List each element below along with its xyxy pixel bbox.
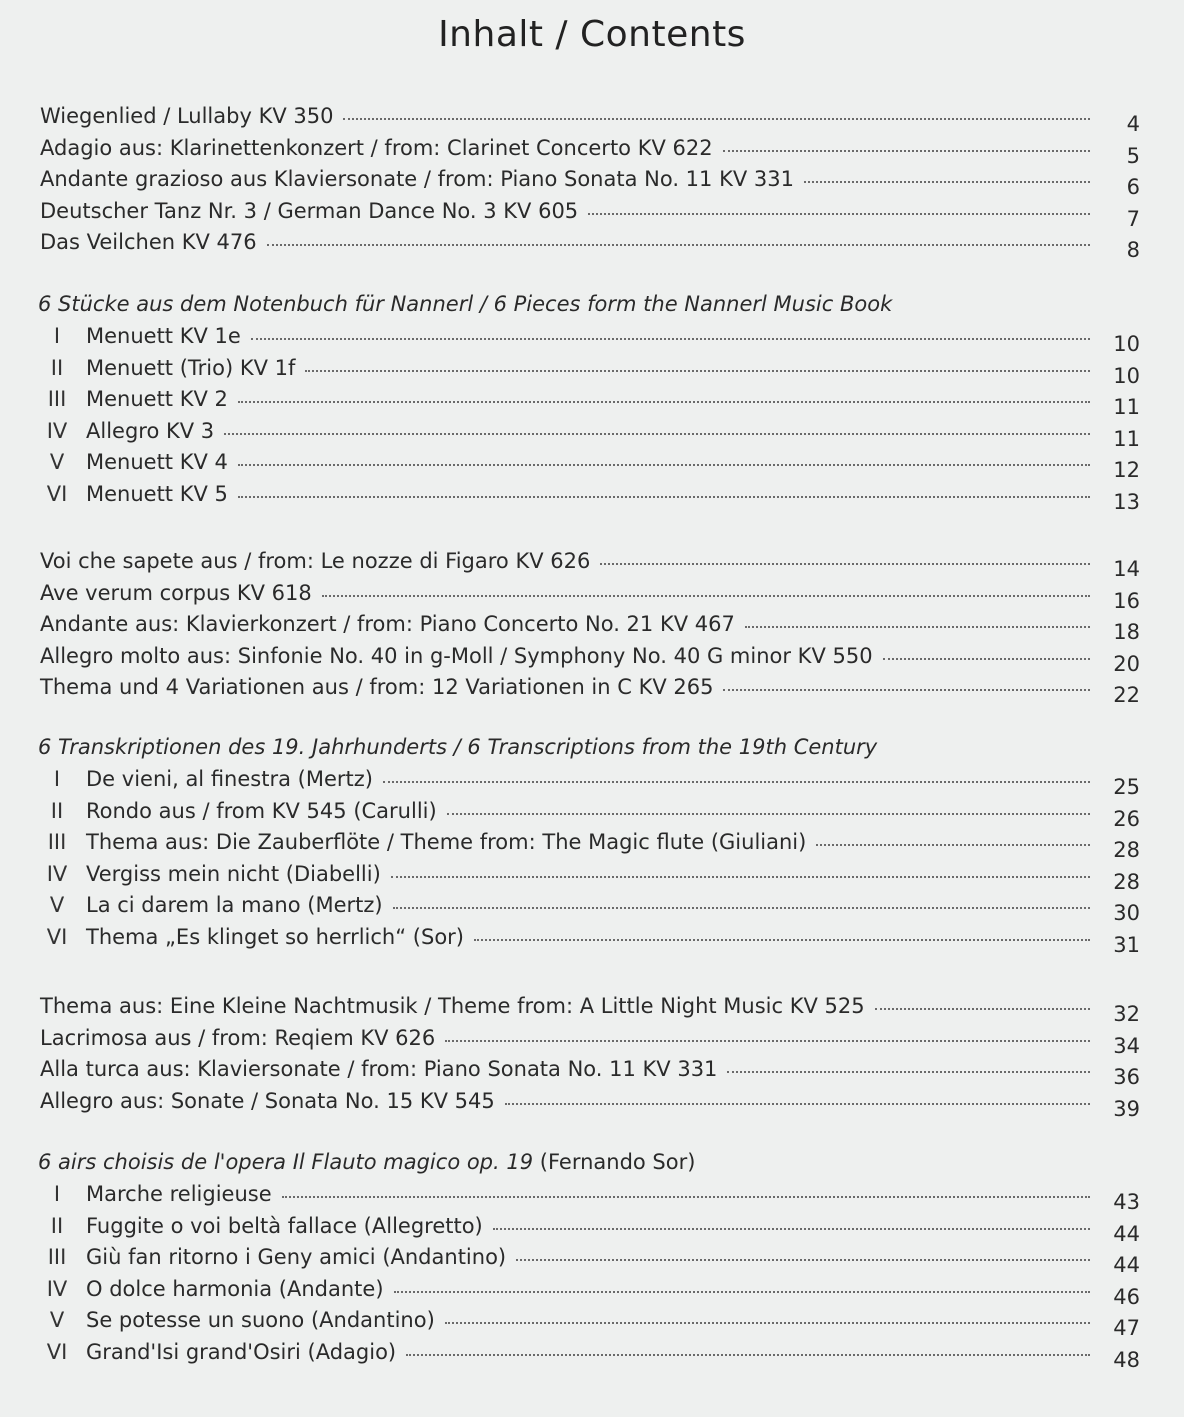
entry-page-number: 8 <box>1126 238 1140 263</box>
entry-page-number: 48 <box>1113 1348 1140 1372</box>
dot-leader <box>883 658 1090 660</box>
entry-page-number: 28 <box>1113 838 1140 863</box>
section-heading <box>38 735 877 759</box>
entry-title: Menuett (Trio) KV 1f <box>86 352 301 384</box>
entry-page-number: 25 <box>1113 775 1140 799</box>
entry-page-number: 47 <box>1113 1316 1140 1341</box>
entry-title: Andante grazioso aus Klaviersonate / from: Piano Sonata No. 11 KV 331 <box>40 163 800 195</box>
toc-entry <box>40 1273 1140 1309</box>
entry-page-number: 30 <box>1113 901 1140 926</box>
dot-leader <box>493 1228 1090 1230</box>
dot-leader <box>804 181 1090 183</box>
entry-page-number: 4 <box>1126 112 1140 136</box>
dot-leader <box>723 150 1090 152</box>
entry-page-number: 14 <box>1113 557 1140 581</box>
entry-page-number: 32 <box>1113 1002 1140 1026</box>
entry-title: Allegro aus: Sonate / Sonata No. 15 KV 545 <box>40 1085 501 1117</box>
entry-title: Allegro molto aus: Sinfonie No. 40 in g-Moll / Symphony No. 40 G minor KV 550 <box>40 640 879 672</box>
toc-entry <box>40 446 1140 483</box>
entry-title: Andante aus: Klavierkonzert / from: Piano Concerto No. 21 KV 467 <box>40 608 741 640</box>
entry-page-number: 11 <box>1113 426 1140 451</box>
toc-entry <box>40 640 1140 676</box>
dot-leader <box>445 1040 1090 1042</box>
entry-title: Wiegenlied / Lullaby KV 350 <box>40 100 339 132</box>
dot-leader <box>474 939 1090 941</box>
entry-number: VI <box>46 482 68 506</box>
dot-leader <box>875 1008 1090 1010</box>
toc-entry <box>40 1304 1140 1341</box>
toc-entry <box>40 858 1140 894</box>
section-heading-suffix: (Fernando Sor) <box>533 1150 696 1174</box>
entry-number: V <box>49 1308 65 1333</box>
entry-page-number: 26 <box>1113 806 1140 831</box>
dot-leader <box>723 689 1090 691</box>
entry-page-number: 36 <box>1113 1065 1140 1090</box>
entry-page-number: 44 <box>1113 1221 1140 1246</box>
toc-entry <box>40 545 1140 581</box>
entry-title: Voi che sapete aus / from: Le nozze di Figaro KV 626 <box>40 545 596 577</box>
entry-title: Allegro KV 3 <box>86 415 220 447</box>
dot-leader <box>305 370 1090 372</box>
dot-leader <box>322 595 1090 597</box>
dot-leader <box>383 781 1090 783</box>
entry-page-number: 28 <box>1113 869 1140 894</box>
dot-leader <box>343 118 1090 120</box>
dot-leader <box>588 213 1090 215</box>
entry-number: I <box>53 1182 61 1206</box>
entry-title: Se potesse un suono (Andantino) <box>86 1304 441 1336</box>
entry-title: Adagio aus: Klarinettenkonzert / from: Clarinet Concerto KV 622 <box>40 132 719 164</box>
toc-entry <box>40 577 1140 613</box>
entry-title: Menuett KV 5 <box>86 478 234 510</box>
entry-title: Rondo aus / from KV 545 (Carulli) <box>86 795 443 827</box>
entry-title: Thema aus: Die Zauberflöte / Theme from: The Magic flute (Giuliani) <box>86 826 812 858</box>
entry-page-number: 39 <box>1113 1096 1140 1121</box>
entry-title: Giù fan ritorno i Geny amici (Andantino) <box>86 1241 512 1273</box>
entry-title: Menuett KV 4 <box>86 446 234 478</box>
entry-page-number: 43 <box>1113 1190 1140 1214</box>
dot-leader <box>600 563 1090 565</box>
entry-title: Ave verum corpus KV 618 <box>40 577 318 609</box>
entry-title: La ci darem la mano (Mertz) <box>86 889 389 921</box>
toc-entry <box>40 478 1140 514</box>
toc-entry <box>40 608 1140 645</box>
toc-entry <box>40 795 1140 831</box>
toc-entry <box>40 921 1140 957</box>
entry-page-number: 46 <box>1113 1284 1140 1309</box>
entry-number: IV <box>46 418 68 443</box>
dot-leader <box>445 1322 1090 1324</box>
entry-title: Menuett KV 1e <box>86 320 247 352</box>
dot-leader <box>447 813 1090 815</box>
entry-title: De vieni, al finestra (Mertz) <box>86 763 379 795</box>
entry-page-number: 31 <box>1113 933 1140 957</box>
entry-page-number: 34 <box>1113 1033 1140 1058</box>
entry-number: IV <box>46 1276 68 1301</box>
toc-entry <box>40 1241 1140 1278</box>
entry-title: Grand'Isi grand'Osiri (Adagio) <box>86 1336 402 1368</box>
entry-page-number: 20 <box>1113 651 1140 676</box>
toc-entry <box>40 320 1140 356</box>
entry-page-number: 18 <box>1113 620 1140 645</box>
entry-title: Thema „Es klinget so herrlich“ (Sor) <box>86 921 470 953</box>
dot-leader <box>391 876 1090 878</box>
section-heading-text: 6 airs choisis de l'opera Il Flauto magico op. 19 <box>38 1150 534 1174</box>
entry-title: Vergiss mein nicht (Diabelli) <box>86 858 387 890</box>
section-heading <box>38 292 892 316</box>
entry-title: Thema und 4 Variationen aus / from: 12 Variationen in C KV 265 <box>40 671 719 703</box>
entry-title: Marche religieuse <box>86 1178 278 1210</box>
dot-leader <box>238 401 1090 403</box>
toc-entry <box>40 671 1140 708</box>
entry-number: II <box>50 798 64 823</box>
entry-number: V <box>49 450 65 475</box>
entry-title: Deutscher Tanz Nr. 3 / German Dance No. 3 KV 605 <box>40 195 584 227</box>
dot-leader <box>727 1071 1090 1073</box>
entry-number: VI <box>46 925 68 949</box>
entry-title: Alla turca aus: Klaviersonate / from: Piano Sonata No. 11 KV 331 <box>40 1053 723 1085</box>
entry-page-number: 11 <box>1113 395 1140 420</box>
entry-title: Thema aus: Eine Kleine Nachtmusik / Theme from: A Little Night Music KV 525 <box>40 990 871 1022</box>
dot-leader <box>516 1259 1090 1261</box>
toc-entry <box>40 826 1140 863</box>
dot-leader <box>282 1196 1090 1198</box>
section-heading <box>38 1150 695 1174</box>
toc-entry <box>40 763 1140 799</box>
toc-entry <box>40 1178 1140 1214</box>
toc-entry <box>40 415 1140 451</box>
entry-number: III <box>47 387 67 412</box>
entry-page-number: 5 <box>1126 143 1140 168</box>
toc-entry <box>40 1085 1140 1121</box>
dot-leader <box>745 626 1090 628</box>
toc-entry <box>40 383 1140 420</box>
entry-number: I <box>53 767 61 791</box>
section-heading-text: 6 Transkriptionen des 19. Jahrhunderts / 6 Transcriptions from the 19th Century <box>38 735 878 759</box>
entry-page-number: 10 <box>1113 363 1140 388</box>
entry-number: V <box>49 893 65 918</box>
dot-leader <box>816 844 1090 846</box>
entry-title: Lacrimosa aus / from: Reqiem KV 626 <box>40 1022 441 1054</box>
entry-title: Fuggite o voi beltà fallace (Allegretto) <box>86 1210 489 1242</box>
toc-entry <box>40 1336 1140 1372</box>
toc-entry <box>40 226 1140 263</box>
dot-leader <box>238 464 1090 466</box>
dot-leader <box>267 244 1090 246</box>
toc-entry <box>40 889 1140 926</box>
dot-leader <box>393 907 1090 909</box>
toc-entry <box>40 163 1140 200</box>
dot-leader <box>505 1103 1090 1105</box>
entry-number: I <box>53 324 61 348</box>
dot-leader <box>406 1354 1090 1356</box>
toc-entry <box>40 132 1140 168</box>
toc-entry <box>40 352 1140 388</box>
entry-number: III <box>47 1245 67 1270</box>
entry-page-number: 10 <box>1113 332 1140 356</box>
entry-number: II <box>50 355 64 380</box>
toc-entry <box>40 195 1140 231</box>
dot-leader <box>224 433 1090 435</box>
dot-leader <box>394 1291 1090 1293</box>
entry-page-number: 16 <box>1113 588 1140 613</box>
entry-number: II <box>50 1213 64 1238</box>
toc-entry <box>40 1022 1140 1058</box>
entry-page-number: 13 <box>1113 490 1140 514</box>
page-title: Inhalt / Contents <box>438 14 746 55</box>
entry-page-number: 44 <box>1113 1253 1140 1278</box>
entry-page-number: 7 <box>1126 206 1140 231</box>
entry-number: III <box>47 830 67 855</box>
entry-page-number: 6 <box>1126 175 1140 200</box>
dot-leader <box>238 496 1090 498</box>
toc-entry <box>40 1210 1140 1246</box>
entry-page-number: 22 <box>1113 683 1140 708</box>
entry-title: O dolce harmonia (Andante) <box>86 1273 390 1305</box>
entry-number: VI <box>46 1340 68 1364</box>
entry-title: Das Veilchen KV 476 <box>40 226 263 258</box>
entry-number: IV <box>46 861 68 886</box>
dot-leader <box>251 338 1090 340</box>
entry-title: Menuett KV 2 <box>86 383 234 415</box>
section-heading-text: 6 Stücke aus dem Notenbuch für Nannerl / 6 Pieces form the Nannerl Music Book <box>38 292 893 316</box>
entry-page-number: 12 <box>1113 458 1140 483</box>
toc-entry <box>40 1053 1140 1090</box>
toc-entry <box>40 100 1140 136</box>
toc-entry <box>40 990 1140 1026</box>
